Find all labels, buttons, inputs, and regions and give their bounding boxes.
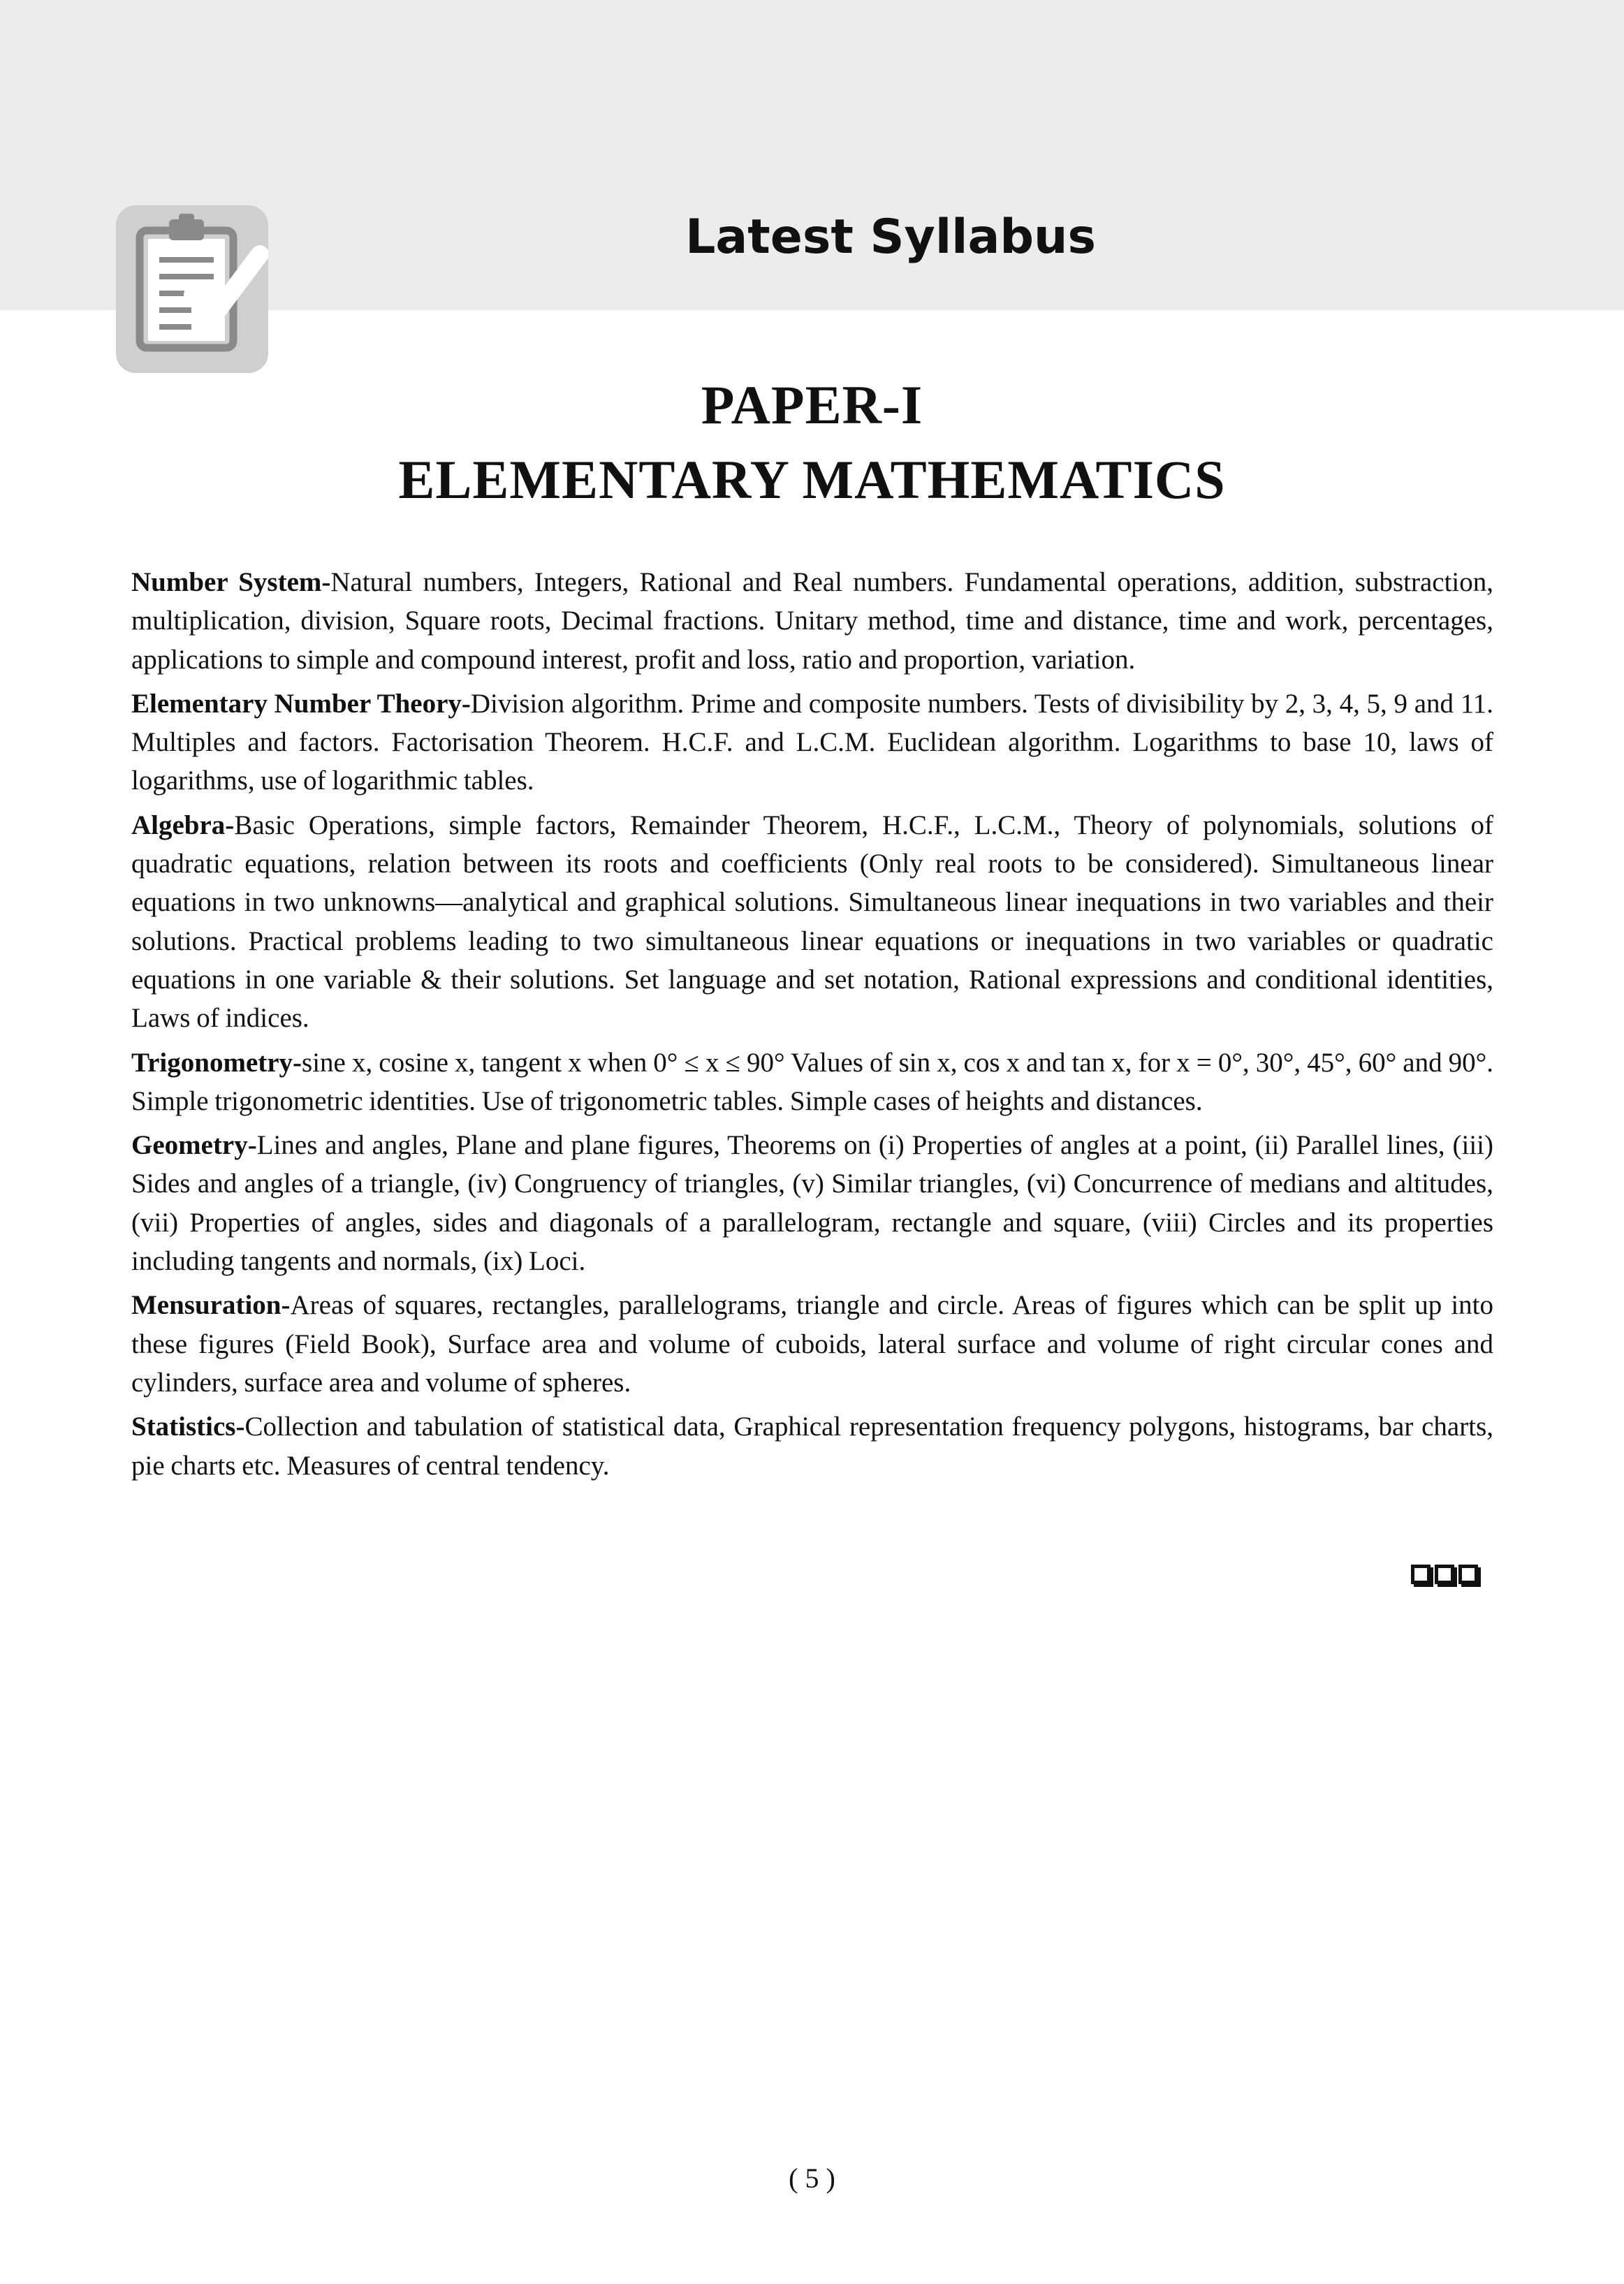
section-body: Division algorithm. Prime and composite numbers. Tests of divisibility by 2, 3, 4, 5, 9 and 11. Multiples and factors. Factorisation Theorem. H.C.F. and L.C.M. Euclidean algorithm. Logarithms to base 10, laws of logarithms, use of logarithmic tables. [131, 688, 1493, 796]
paper-subject-heading: ELEMENTARY MATHEMATICS [398, 449, 1226, 510]
square-mark-icon [1411, 1565, 1431, 1584]
section-heading: Trigonometry- [131, 1047, 302, 1078]
section-body: Lines and angles, Plane and plane figures, Theorems on (i) Properties of angles at a point, (ii) Parallel lines, (iii) Sides and angles of a triangle, (iv) Congruency of triangles, (v) Similar triangles, (vi) Concurrence of medians and altitudes, (vii) Properties of angles, sides and diagonals of a parallelogram, rectangle and square, (viii) Circles and its properties including tangents and normals, (ix) Loci. [131, 1130, 1493, 1277]
section-body: sine x, cosine x, tangent x when 0° ≤ x ≤ 90° Values of sin x, cos x and tan x, for x = 0°, 30°, 45°, 60° and 90°. Simple trigonometric identities. Use of trigonometric tables. Simple cases of heights and distances. [131, 1047, 1493, 1116]
section-heading: Elementary Number Theory- [131, 688, 471, 719]
syllabus-section-trigonometry [131, 1044, 1493, 1121]
page-number: ( 5 ) [789, 2162, 835, 2194]
section-body: Collection and tabulation of statistical data, Graphical representation frequency polygons, histograms, bar charts, pie charts etc. Measures of central tendency. [131, 1412, 1493, 1481]
syllabus-section-number-theory [131, 685, 1493, 800]
paper-number-heading: PAPER-I [701, 374, 923, 435]
section-heading: Mensuration- [131, 1290, 291, 1321]
syllabus-section-number-system [131, 563, 1493, 679]
section-body: Areas of squares, rectangles, parallelograms, triangle and circle. Areas of figures which can be split up into these figures (Field Book), Surface area and volume of cuboids, lateral surface and volume of right circular cones and cylinders, surface area and volume of spheres. [131, 1290, 1493, 1398]
end-of-section-squares-icon [1411, 1565, 1495, 1593]
page-title: Latest Syllabus [685, 210, 1096, 265]
section-heading: Statistics- [131, 1412, 245, 1442]
section-heading: Algebra- [131, 810, 235, 840]
syllabus-section-mensuration [131, 1286, 1493, 1402]
section-body: Natural numbers, Integers, Rational and Real numbers. Fundamental operations, addition, substraction, multiplication, division, Square roots, Decimal fractions. Unitary method, time and distance, time and work, percentages, applications to simple and compound interest, profit and loss, ratio and proportion, variation. [131, 567, 1493, 675]
clipboard-check-icon [116, 205, 268, 373]
square-mark-icon [1458, 1565, 1478, 1584]
square-mark-icon [1435, 1565, 1454, 1584]
syllabus-section-statistics [131, 1407, 1493, 1485]
syllabus-section-algebra [131, 806, 1493, 1038]
section-heading: Geometry- [131, 1130, 257, 1161]
syllabus-section-geometry [131, 1126, 1493, 1280]
section-body: Basic Operations, simple factors, Remainder Theorem, H.C.F., L.C.M., Theory of polynomials, solutions of quadratic equations, relation between its roots and coefficients (Only real roots to be considered). Simultaneous linear equations in two unknowns—analytical and graphical solutions. Simultaneous linear inequations in two variables and their solutions. Practical problems leading to two simultaneous linear equations or inequations in two variables or quadratic equations in one variable & their solutions. Set language and set notation, Rational expressions and conditional identities, Laws of indices. [131, 810, 1493, 1034]
section-heading: Number System- [131, 567, 331, 597]
syllabus-content [131, 563, 1493, 1491]
